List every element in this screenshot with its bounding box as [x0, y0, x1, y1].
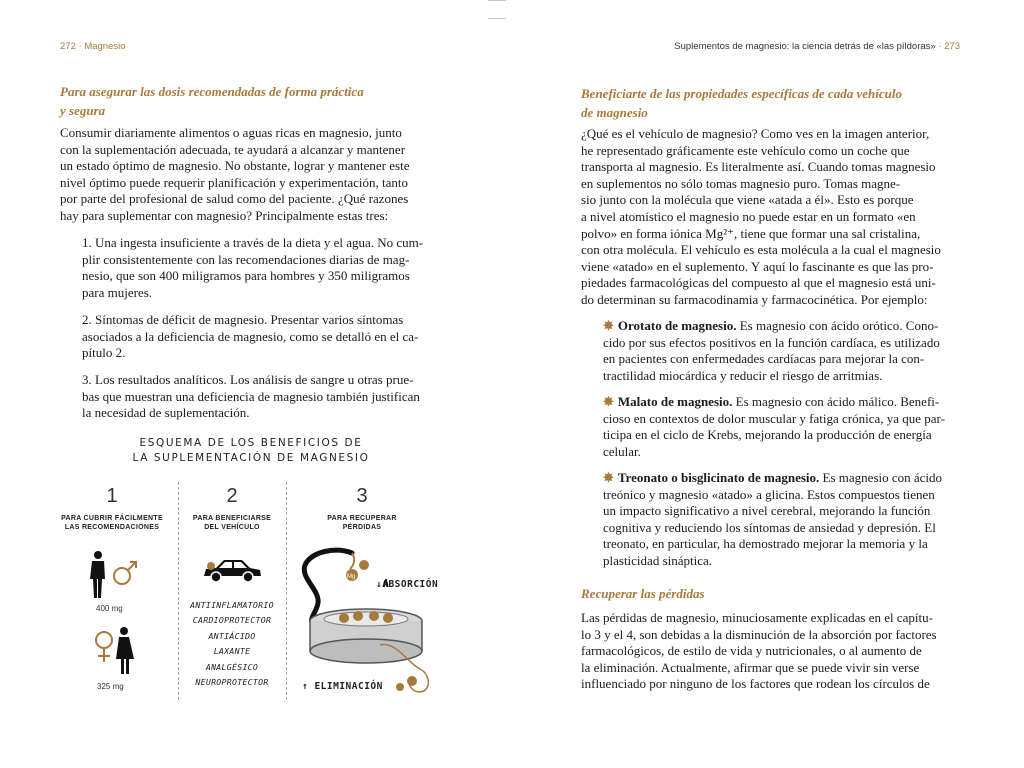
text-line: treónico y magnesio «atado» a glicina. Estos compuestos tienen	[603, 486, 935, 502]
left-intro-paragraph	[60, 125, 442, 225]
column-label-line: PÉRDIDAS	[342, 524, 382, 531]
benefit-item: LAXANTE	[213, 646, 251, 657]
reason-item-2	[82, 312, 442, 362]
benefit-item: NEUROPROTECTOR	[195, 677, 269, 688]
star-bullet-icon: ✸	[603, 470, 614, 485]
text-line: con otra molécula. El vehículo es esta molécula a la cual el magnesio	[581, 242, 941, 258]
mg-ion: Mg	[347, 574, 356, 580]
vehicle-item-threonate	[603, 470, 959, 570]
reason-item-1	[82, 235, 442, 301]
text-line: para mujeres.	[82, 284, 153, 300]
star-bullet-icon: ✸	[603, 394, 614, 409]
running-head-separator: ·	[75, 41, 85, 52]
benefit-item: ANALGÉSICO	[205, 661, 259, 672]
item-first-line	[603, 394, 959, 411]
section-title-line: de magnesio	[581, 105, 648, 120]
text-line: transporta al magnesio. Es literalmente así. Cuando tomas magnesio	[581, 159, 936, 175]
text-line: ticipa en el ciclo de Krebs, mejorando la producción de energía	[603, 427, 932, 443]
column-number: 3	[356, 485, 368, 507]
column-label-line: DEL VEHÍCULO	[204, 524, 260, 531]
losses-paragraph	[581, 610, 959, 693]
benefit-item: ANTIINFLAMATORIO	[190, 600, 274, 610]
diagram-title	[60, 436, 442, 466]
text-line: pítulo 2.	[82, 345, 126, 361]
text-line: nesio, que son 400 miligramos para hombres y 350 miligramos	[82, 268, 410, 284]
diagram-title-line: ESQUEMA DE LOS BENEFICIOS DE	[139, 437, 363, 449]
column-label	[312, 514, 412, 532]
absorption-elimination-diagram	[296, 545, 446, 700]
item-text: Es magnesio con ácido málico. Benefi-	[732, 394, 940, 409]
male-dose: 400 mg	[96, 604, 123, 613]
text-line: 2. Síntomas de déficit de magnesio. Presentar varios síntomas	[82, 312, 404, 327]
male-figure-icon	[88, 550, 138, 598]
text-line: treonato, en particular, ha demostrado mejorar la memoria y la	[603, 536, 928, 552]
text-line: a nivel atomístico el magnesio no puede estar en un formato «en	[581, 208, 916, 224]
text-line: plasticidad sináptica.	[603, 552, 713, 568]
item-text: Es magnesio con ácido orótico. Cono-	[736, 318, 939, 333]
text-line: 3. Los resultados analíticos. Los análisis de sangre u otras prue-	[82, 372, 414, 387]
text-line: en pacientes con enfermedades cardíacas para mejorar la con-	[603, 351, 925, 367]
right-page-number: 273	[944, 41, 960, 52]
diagram-title-line: LA SUPLEMENTACIÓN DE MAGNESIO	[132, 452, 370, 464]
text-line: cognitiva y reduciendo los síntomas de ansiedad y depresión. El	[603, 519, 936, 535]
item-heading: Orotato de magnesio.	[617, 318, 737, 333]
text-line: Consumir diariamente alimentos o aguas ricas en magnesio, junto	[60, 125, 402, 140]
text-line: nivel óptimo puede requerir planificación y experimentación, tanto	[60, 174, 408, 190]
text-line: hay para suplementar con magnesio? Principalmente estas tres:	[60, 207, 389, 223]
text-line: la necesidad de suplementación.	[82, 405, 250, 421]
text-line: he representado gráficamente este vehículo como un coche que	[581, 142, 910, 158]
column-number: 2	[226, 485, 238, 507]
text-line: celular.	[603, 443, 641, 459]
right-section-title-vehicle	[581, 84, 971, 122]
absorption-label: ↓ABSORCIÓN	[376, 579, 439, 590]
left-running-title: Magnesio	[84, 41, 126, 52]
elimination-label: ↑ ELIMINACIÓN	[302, 681, 383, 692]
column-label-line: LAS RECOMENDACIONES	[64, 524, 160, 531]
right-section-title-losses: Recuperar las pérdidas	[581, 586, 705, 601]
vehicle-benefits-list	[178, 598, 286, 690]
text-line: influenciado por ninguno de los factores que rodean los círculos de	[581, 676, 930, 692]
reason-item-3	[82, 372, 442, 422]
diagram-column-1	[52, 484, 172, 532]
vehicle-item-orotate	[603, 318, 959, 384]
running-head-separator: ·	[935, 41, 945, 52]
diagram-column-3	[312, 484, 412, 532]
column-divider	[286, 482, 287, 700]
text-line: por parte del profesional de salud como del paciente. ¿Qué razones	[60, 191, 409, 207]
text-line: viene «atado» en el suplemento. Y aquí lo fascinante es que las pro-	[581, 258, 934, 274]
left-running-head	[60, 41, 126, 52]
text-line: polvo» en forma iónica Mg²⁺, tiene que formar una sal cristalina,	[581, 225, 921, 241]
text-line: 1. Una ingesta insuficiente a través de la dieta y el agua. No cum-	[82, 235, 424, 250]
column-label-line: PARA RECUPERAR	[327, 515, 397, 522]
text-line: do determinan su farmacodinamia y farmacocinética. Por ejemplo:	[581, 291, 928, 307]
vehicle-item-malate	[603, 394, 959, 460]
section-title-line: y segura	[60, 103, 106, 118]
text-line: cioso en contextos de dolor muscular y fatiga crónica, ya que par-	[603, 410, 945, 426]
left-page-number: 272	[60, 41, 76, 52]
star-bullet-icon: ✸	[603, 318, 614, 333]
item-heading: Malato de magnesio.	[617, 394, 733, 409]
column-label-line: PARA CUBRIR FÁCILMENTE	[61, 515, 163, 522]
item-text: Es magnesio con ácido	[819, 470, 943, 485]
right-running-head	[674, 41, 960, 52]
right-running-title: Suplementos de magnesio: la ciencia detrás de «las píldoras»	[674, 41, 936, 52]
text-line: lo 3 y el 4, son debidas a la disminución de la absorción por factores	[581, 626, 937, 642]
benefit-item: CARDIOPROTECTOR	[192, 615, 272, 626]
text-line: sio junto con la molécula que viene «atada a él». Esto es porque	[581, 192, 914, 208]
diagram-column-2	[182, 484, 282, 532]
section-title-line: Para asegurar las dosis recomendadas de forma práctica	[60, 84, 364, 99]
column-label	[182, 514, 282, 532]
item-first-line	[603, 318, 959, 335]
text-line: asociados a la deficiencia de magnesio, como se detalló en el ca-	[82, 328, 419, 344]
text-line: un impacto significativo a nivel cerebral, mejorando la función	[603, 503, 931, 519]
item-first-line	[603, 470, 959, 487]
text-line: farmacológicos, de estilo de vida y nutricionales, o al aumento de	[581, 643, 922, 659]
left-section-title	[60, 82, 450, 120]
text-line: ¿Qué es el vehículo de magnesio? Como ves en la imagen anterior,	[581, 126, 930, 141]
text-line: piedades farmacológicas del compuesto al que el magnesio está uni-	[581, 275, 936, 291]
text-line: bas que muestran una deficiencia de magnesio también justifican	[82, 388, 420, 404]
text-line: Las pérdidas de magnesio, minuciosamente explicadas en el capítu-	[581, 610, 933, 625]
vehicle-paragraph	[581, 126, 959, 309]
text-line: tractilidad miocárdica y reducir el riesgo de arritmias.	[603, 367, 883, 383]
column-label-line: PARA BENEFICIARSE	[192, 515, 272, 522]
text-line: plir consistentemente con las recomendaciones diarias de mag-	[82, 251, 410, 267]
column-number: 1	[106, 485, 118, 507]
text-line: un estado óptimo de magnesio. No obstante, lograr y mantener este	[60, 158, 410, 174]
column-label	[52, 514, 172, 532]
female-dose: 325 mg	[97, 682, 124, 691]
right-page	[512, 0, 1024, 768]
text-line: en suplementos no sólo tomas magnesio puro. Tomas magne-	[581, 175, 901, 191]
benefit-item: ANTIÁCIDO	[208, 630, 256, 641]
car-icon	[200, 556, 264, 586]
female-figure-icon	[92, 626, 138, 676]
text-line: con la suplementación adecuada, te ayudará a alcanzar y mantener	[60, 141, 406, 157]
section-title-line: Beneficiarte de las propiedades específicas de cada vehículo	[581, 86, 902, 101]
text-line: cido por sus efectos positivos en la función cardíaca, es utilizado	[603, 334, 940, 350]
text-line: la eliminación. Actualmente, afirmar que se puede vivir sin verse	[581, 659, 920, 675]
item-heading: Treonato o bisglicinato de magnesio.	[617, 470, 820, 485]
